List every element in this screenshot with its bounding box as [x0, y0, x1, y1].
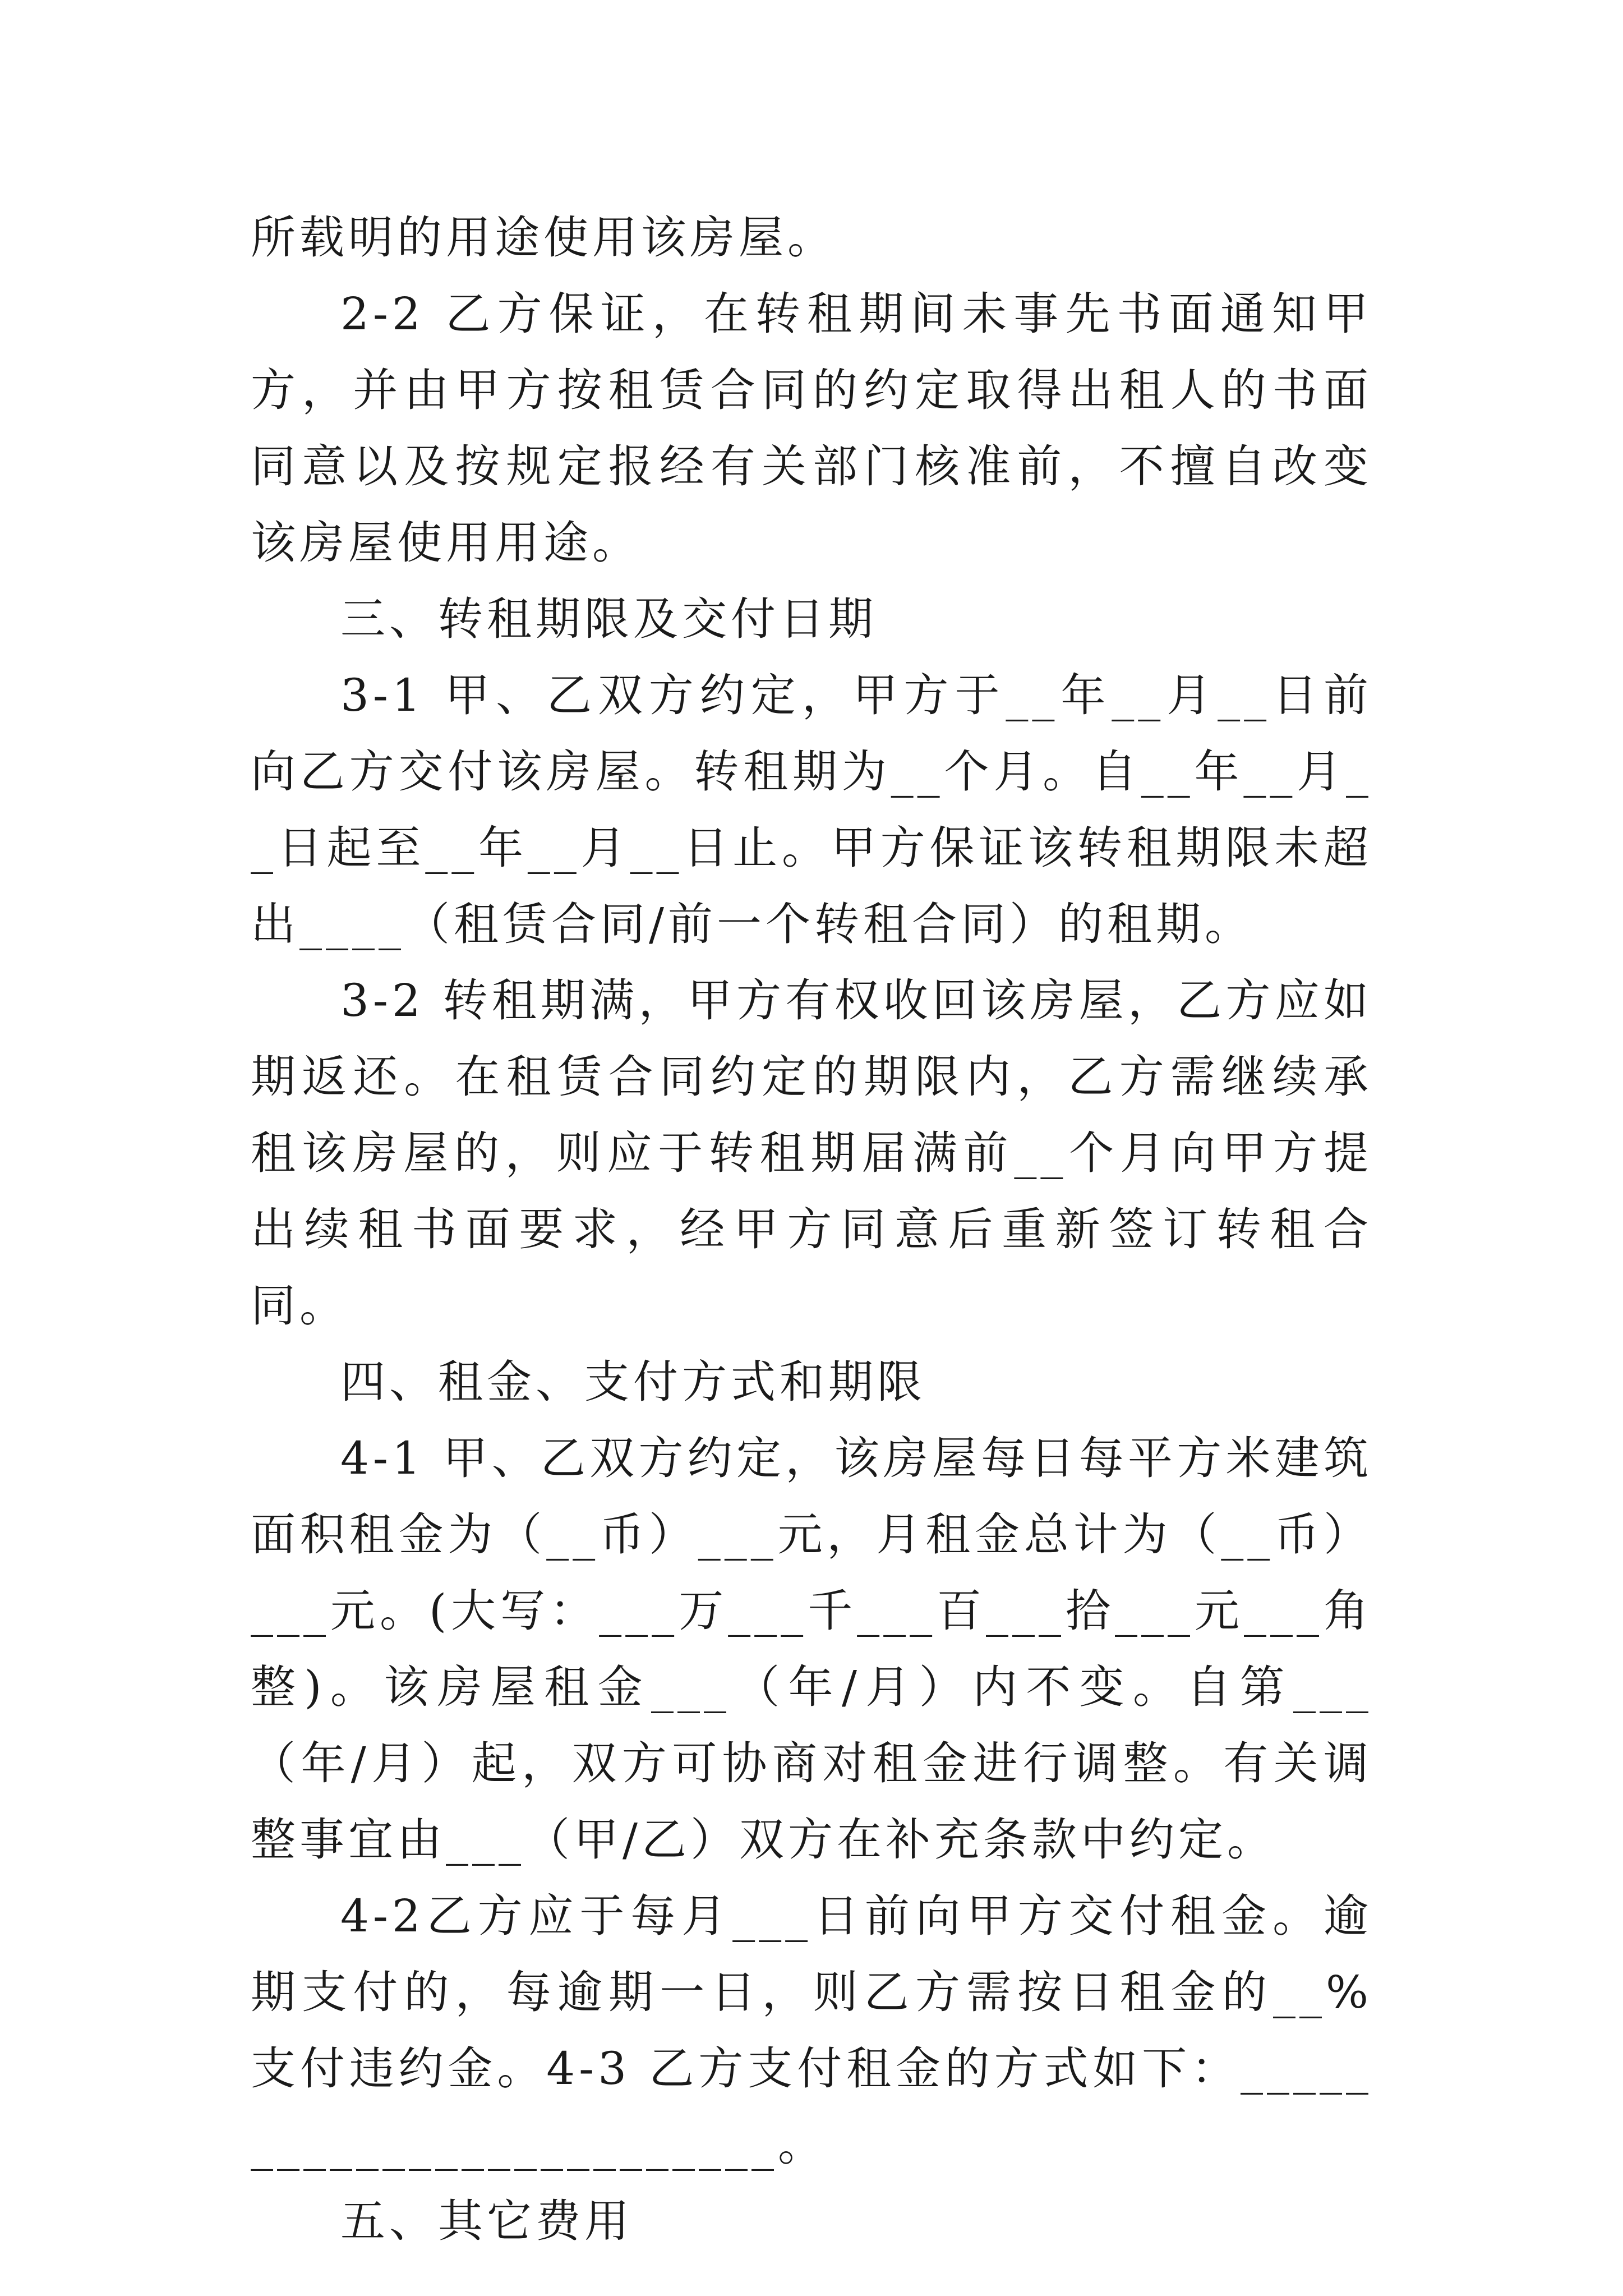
- section-heading-4: 四、租金、支付方式和期限: [340, 1356, 926, 1408]
- document-page: [251, 200, 1372, 2260]
- clause-4-2-4-3: 4-2乙方应于每月___日前向甲方交付租金。逾期支付的，每逾期一日，则乙方需按日租金的__%支付违约金。4-3 乙方支付租金的方式如下：_________________________。: [251, 1890, 1372, 2171]
- clause-3-1: 3-1 甲、乙双方约定，甲方于__年__月__日前向乙方交付该房屋。转租期为__个月。自__年__月__日起至__年__月__日止。甲方保证该转租期限未超出____（租赁合同/前一个转租合同）的租期。: [251, 669, 1372, 950]
- section-heading-3: 三、转租期限及交付日期: [340, 593, 877, 645]
- clause-2-2: 2-2 乙方保证，在转租期间未事先书面通知甲方，并由甲方按租赁合同的约定取得出租人的书面同意以及按规定报经有关部门核准前，不擅自改变该房屋使用用途。: [251, 288, 1372, 569]
- section-heading-5: 五、其它费用: [340, 2195, 633, 2247]
- paragraph-usage-end: 所载明的用途使用该房屋。: [251, 211, 836, 264]
- clause-3-2: 3-2 转租期满，甲方有权收回该房屋，乙方应如期返还。在租赁合同约定的期限内，乙方需继续承租该房屋的，则应于转租期届满前__个月向甲方提出续租书面要求，经甲方同意后重新签订转租合同。: [251, 974, 1372, 1332]
- clause-4-1: 4-1 甲、乙双方约定，该房屋每日每平方米建筑面积租金为（__币）___元，月租金总计为（__币）___元。(大写：___万___千___百___拾___元___角整)。该房屋租金___（年/月）内不变。自第___（年/月）起，双方可协商对租金进行调整。有关调整事宜由___（甲/乙）双方在补充条款中约定。: [251, 1432, 1372, 1866]
